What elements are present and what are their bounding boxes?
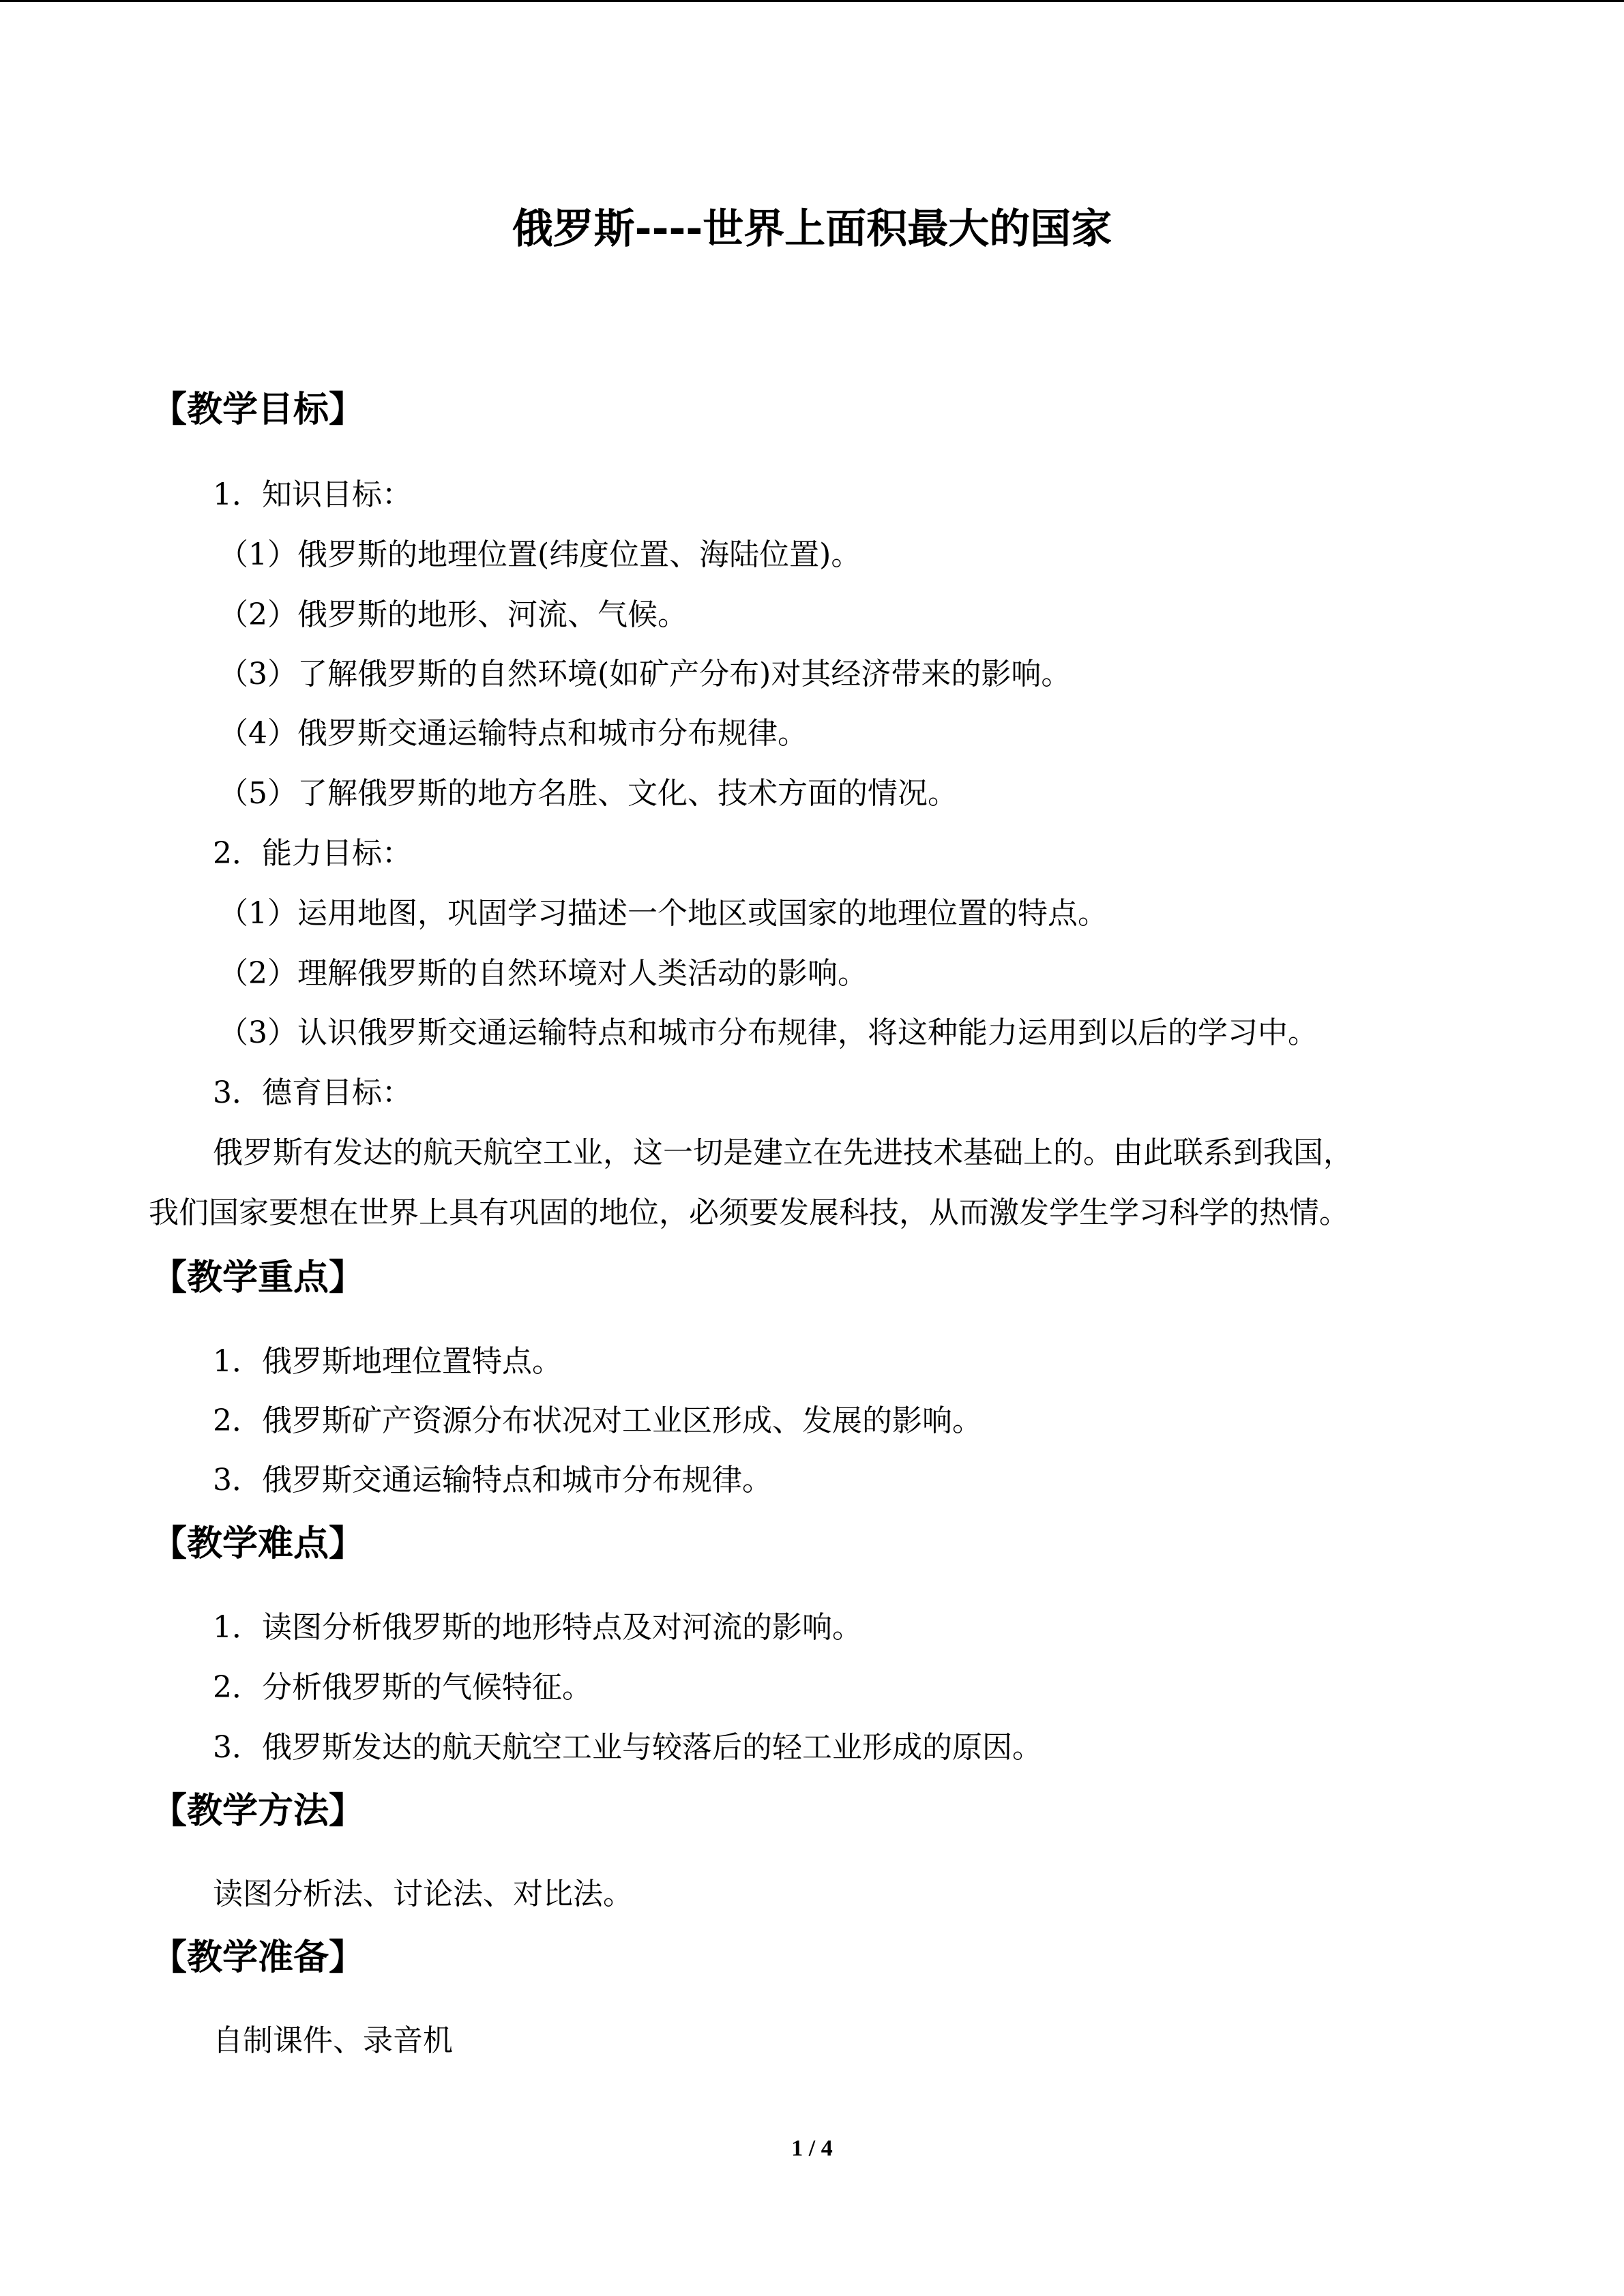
page-number: 1 / 4 bbox=[791, 2136, 833, 2161]
ability-item: （2）理解俄罗斯的自然环境对人类活动的影响。 bbox=[218, 956, 868, 991]
section-heading-preparation: 【教学准备】 bbox=[151, 1937, 365, 1978]
moral-objectives-heading: 3．德育目标： bbox=[213, 1075, 412, 1110]
knowledge-item: （3）了解俄罗斯的自然环境(如矿产分布)对其经济带来的影响。 bbox=[218, 657, 1072, 691]
moral-objectives-paragraph-line: 我们国家要想在世界上具有巩固的地位，必须要发展科技，从而激发学生学习科学的热情。 bbox=[149, 1195, 1349, 1230]
key-point-item: 2．俄罗斯矿产资源分布状况对工业区形成、发展的影响。 bbox=[213, 1403, 982, 1438]
preparation-text: 自制课件、录音机 bbox=[213, 2023, 453, 2058]
key-point-item: 1．俄罗斯地理位置特点。 bbox=[213, 1344, 562, 1379]
section-heading-key-points: 【教学重点】 bbox=[151, 1257, 365, 1298]
ability-item: （3）认识俄罗斯交通运输特点和城市分布规律，将这种能力运用到以后的学习中。 bbox=[218, 1015, 1318, 1050]
knowledge-item: （5）了解俄罗斯的地方名胜、文化、技术方面的情况。 bbox=[218, 776, 958, 811]
section-heading-methods: 【教学方法】 bbox=[151, 1791, 365, 1832]
document-title: 俄罗斯----世界上面积最大的国家 bbox=[512, 205, 1112, 253]
knowledge-objectives-heading: 1．知识目标： bbox=[213, 477, 412, 512]
section-heading-objectives: 【教学目标】 bbox=[151, 389, 365, 430]
knowledge-item: （1）俄罗斯的地理位置(纬度位置、海陆位置)。 bbox=[218, 537, 861, 572]
top-border-rule bbox=[0, 0, 1624, 2]
knowledge-item: （4）俄罗斯交通运输特点和城市分布规律。 bbox=[218, 716, 808, 751]
methods-text: 读图分析法、讨论法、对比法。 bbox=[213, 1877, 633, 1911]
difficulty-item: 2．分析俄罗斯的气候特征。 bbox=[213, 1670, 592, 1705]
knowledge-item: （2）俄罗斯的地形、河流、气候。 bbox=[218, 597, 688, 632]
section-heading-difficulties: 【教学难点】 bbox=[151, 1523, 365, 1564]
key-point-item: 3．俄罗斯交通运输特点和城市分布规律。 bbox=[213, 1463, 772, 1497]
ability-item: （1）运用地图，巩固学习描述一个地区或国家的地理位置的特点。 bbox=[218, 896, 1108, 931]
difficulty-item: 3．俄罗斯发达的航天航空工业与较落后的轻工业形成的原因。 bbox=[213, 1730, 1042, 1765]
moral-objectives-paragraph-line: 俄罗斯有发达的航天航空工业，这一切是建立在先进技术基础上的。由此联系到我国， bbox=[213, 1135, 1353, 1170]
difficulty-item: 1．读图分析俄罗斯的地形特点及对河流的影响。 bbox=[213, 1610, 862, 1645]
ability-objectives-heading: 2．能力目标： bbox=[213, 836, 412, 871]
